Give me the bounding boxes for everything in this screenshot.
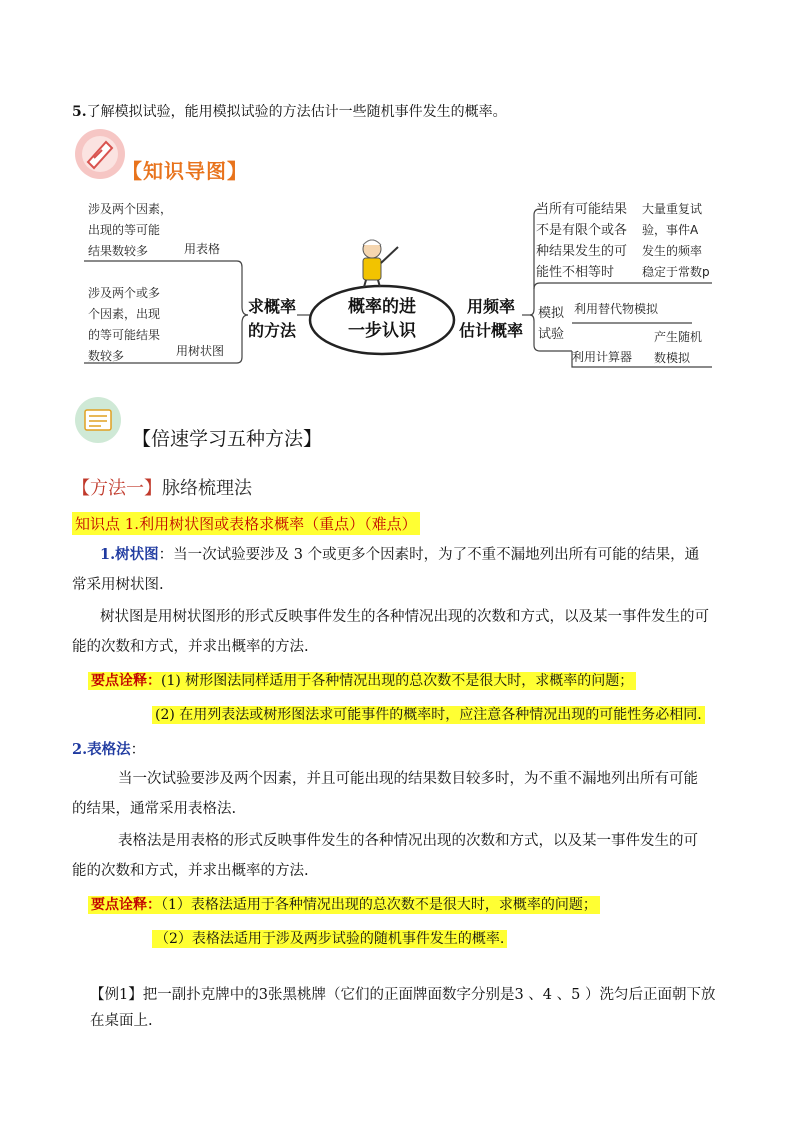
right-top-condition: 当所有可能结果 不是有限个或各 种结果发生的可 能性不相等时	[536, 202, 628, 280]
method-heading: 【方法一】脉络梳理法	[72, 478, 252, 499]
simulate-label: 模拟 试验	[538, 306, 565, 342]
table-note-1: 要点诠释：（1）表格法适用于各种情况出现的总次数不是很大时，求概率的问题；	[88, 894, 600, 914]
knowledge-map-title: 【知识导图】	[122, 159, 248, 183]
use-tree-label: 用树状图	[176, 344, 225, 358]
knowledge-map	[72, 195, 722, 385]
tree-note-2: (2) 在用列表法或树形图法求可能事件的概率时，应注意各种情况出现的可能性务必相同.	[152, 704, 705, 724]
tree-paragraph-2: 树状图是用树状图形的形式反映事件发生的各种情况出现的次数和方式，以及某一事件发生的可能的次数和方式，并求出概率的方法.	[72, 609, 709, 655]
left-branch-label: 求概率 的方法	[247, 297, 296, 340]
sim-item-calculator: 利用计算器	[572, 350, 633, 364]
tree-paragraph-1: 1.树状图：当一次试验要涉及 3 个或更多个因素时，为了不重不漏地列出所有可能的结果，通常采用树状图.	[72, 546, 700, 593]
tree-note-1: 要点诠释：(1) 树形图法同样适用于各种情况出现的总次数不是很大时，求概率的问题；	[88, 670, 636, 690]
right-top-result: 大量重复试 验，事件A 发生的频率 稳定于常数p	[642, 202, 710, 279]
knowledge-point: 知识点 1.利用树状图或表格求概率（重点）（难点）	[72, 512, 420, 535]
sim-item-substitute: 利用替代物模拟	[574, 302, 659, 316]
right-branch-label: 用频率 估计概率	[458, 297, 523, 340]
use-table-label: 用表格	[184, 242, 221, 256]
sim-item-calculator-result: 产生随机 数模拟	[654, 330, 703, 365]
table-paragraph-2: 表格法是用表格的形式反映事件发生的各种情况出现的次数和方式，以及某一事件发生的可能的次数和方式，并求出概率的方法.	[72, 833, 698, 879]
table-note-2: （2）表格法适用于涉及两步试验的随机事件发生的概率.	[152, 928, 507, 948]
table-paragraph-1: 当一次试验要涉及两个因素，并且可能出现的结果数目较多时，为不重不漏地列出所有可能的结果，通常采用表格法.	[72, 771, 698, 817]
center-text: 概率的进 一步认识	[348, 297, 416, 341]
objective-line: 5.了解模拟试验，能用模拟试验的方法估计一些随机事件发生的概率。	[72, 104, 507, 120]
section-title: 【倍速学习五种方法】	[132, 428, 323, 450]
table-heading: 2.表格法：	[72, 741, 146, 758]
ruler-icon	[74, 128, 126, 180]
teacher-icon	[363, 240, 398, 287]
left-bottom-condition: 涉及两个或多 个因素，出现 的等可能结果 数较多	[88, 286, 161, 363]
notebook-icon	[74, 396, 122, 444]
left-top-condition: 涉及两个因素， 出现的等可能 结果数较多	[88, 202, 173, 258]
example-1: 【例1】把一副扑克牌中的3张黑桃牌（它们的正面牌面数字分别是3 、4 、5 ）洗匀后正面朝下放在桌面上.	[90, 987, 716, 1029]
